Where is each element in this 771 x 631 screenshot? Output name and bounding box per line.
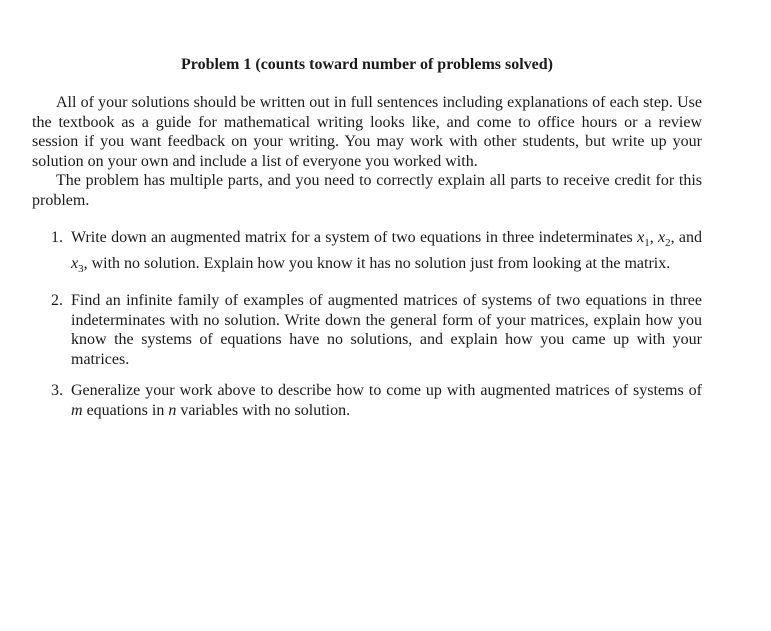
math-m: m <box>71 401 83 419</box>
credit-paragraph: The problem has multiple parts, and you need to correctly explain all parts to receive credit for this problem. <box>32 172 702 209</box>
item-text: Find an infinite family of examples of augmented matrices of systems of two equations in three indeterminates with no solution. Write down the general form of your matrices, explain how you know the systems of equations have no solutions, and explain how you came up with your matrices. <box>71 292 702 368</box>
math-x3: $x_3$ <box>71 254 84 275</box>
math-x1: $x_1$ <box>637 229 650 250</box>
math-n: n <box>168 401 177 419</box>
math-x2: $x_2$ <box>658 229 671 250</box>
problem-title: Problem 1 (counts toward number of problems solved) <box>181 56 553 73</box>
list-item: 3. Generalize your work above to describe how to come up with augmented matrices of systems of m equations in n variables with no solution. <box>51 382 702 419</box>
item-text: Write down an augmented matrix for a system of two equations in three indeterminates <box>71 229 638 246</box>
item-text-continued: , with no solution. Explain how you know it has no solution just from looking at the matrix. <box>83 254 671 272</box>
item-text: Generalize your work above to describe how to come up with augmented matrices of systems of <box>71 382 702 400</box>
problem-page <box>32 55 702 432</box>
instructions-paragraph: All of your solutions should be written out in full sentences including explanations of each step. Use the textbook as a guide for mathematical writing looks like, and come to office hours or a review session if you want feedback on your writing. You may work with other students, but write up your solution on your own and include a list of everyone you worked with. <box>32 94 702 170</box>
item-number: 2. <box>51 292 63 310</box>
parts-list <box>32 228 702 420</box>
item-number: 1. <box>51 229 63 246</box>
list-item: 1. Write down an augmented matrix for a system of two equations in three indeterminates $x_1$, $x_2$, and $x_3$, with no solution. Explain how you know it has no solution just from looking at the matrix. <box>51 229 703 275</box>
item-number: 3. <box>51 382 63 400</box>
list-item <box>32 291 702 369</box>
